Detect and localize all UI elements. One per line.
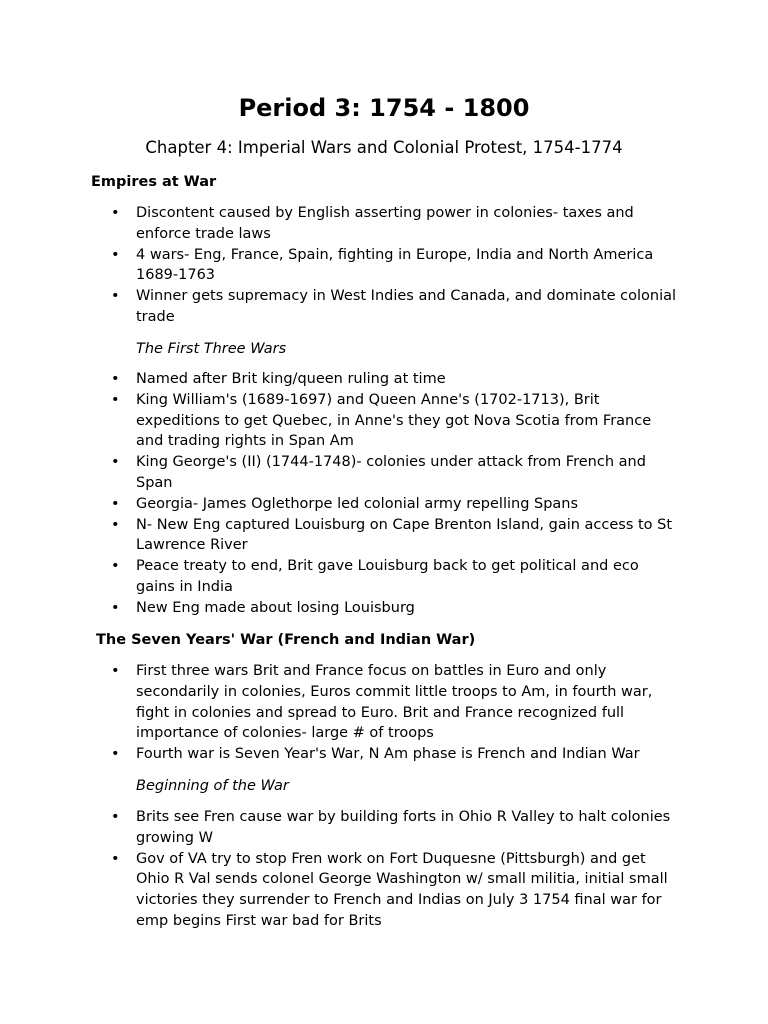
- list-item: [0, 369, 681, 390]
- bullet-icon: •: [111, 516, 120, 533]
- bullet-icon: •: [111, 391, 120, 408]
- list-item: [0, 598, 681, 619]
- section-heading-seven-years-war: The Seven Years' War (French and Indian War): [96, 632, 476, 648]
- bullet-icon: •: [111, 454, 120, 471]
- list-item: [0, 515, 681, 557]
- list-item-text: First three wars Brit and France focus on battles in Euro and only secondarily in colonies, Euros commit little troops to Am, in fourth war, fight in colonies and spread to Euro. Brit and France recognized full importance of colonies- large # of troops: [136, 663, 653, 742]
- list-item: [0, 661, 681, 744]
- list-item-text: Gov of VA try to stop Fren work on Fort Duquesne (Pittsburgh) and get Ohio R Val sends colonel George Washington w/ small militia, initial small victories they surrender to French and Indias on July 3 1754 final war for emp begins First war bad for Brits: [136, 850, 668, 929]
- chapter-subtitle: Chapter 4: Imperial Wars and Colonial Protest, 1754-1774: [145, 138, 623, 157]
- bullet-list-seven-years-war: [0, 661, 768, 765]
- list-item: [0, 556, 681, 598]
- list-item-text: Winner gets supremacy in West Indies and Canada, and dominate colonial trade: [136, 288, 677, 325]
- list-item: [0, 286, 681, 328]
- list-item: [0, 807, 681, 849]
- subheading-first-three-wars: The First Three Wars: [136, 341, 287, 357]
- list-item-text: Discontent caused by English asserting power in colonies- taxes and enforce trade laws: [136, 205, 634, 242]
- bullet-list-first-three-wars: [0, 369, 768, 619]
- page-title: Period 3: 1754 - 1800: [238, 94, 530, 122]
- list-item-text: Named after Brit king/queen ruling at time: [136, 371, 446, 387]
- list-item-text: King William's (1689-1697) and Queen Anne's (1702-1713), Brit expeditions to get Quebec, in Anne's they got Nova Scotia from France and trading rights in Span Am: [136, 391, 652, 450]
- bullet-icon: •: [111, 246, 120, 263]
- section-heading-empires-at-war: Empires at War: [91, 174, 217, 190]
- bullet-icon: •: [111, 495, 120, 512]
- list-item-text: New Eng made about losing Louisburg: [136, 599, 415, 616]
- bullet-list-empires-at-war: [0, 203, 768, 328]
- list-item: [0, 203, 681, 245]
- list-item-text: Brits see Fren cause war by building forts in Ohio R Valley to halt colonies growing W: [136, 809, 671, 846]
- list-item-text: Peace treaty to end, Brit gave Louisburg back to get political and eco gains in India: [136, 558, 639, 595]
- bullet-icon: •: [111, 746, 120, 763]
- bullet-icon: •: [111, 663, 120, 679]
- list-item: [0, 744, 681, 765]
- list-item-text: King George's (II) (1744-1748)- colonies under attack from French and Span: [136, 454, 646, 491]
- bullet-list-beginning-of-the-war: [0, 807, 768, 932]
- list-item-text: N- New Eng captured Louisburg on Cape Brenton Island, gain access to St Lawrence River: [136, 516, 673, 554]
- list-item: [0, 245, 681, 287]
- bullet-icon: •: [111, 558, 120, 575]
- bullet-icon: •: [111, 850, 120, 867]
- list-item: [0, 494, 681, 515]
- list-item: [0, 390, 681, 452]
- subheading-beginning-of-the-war: Beginning of the War: [136, 778, 289, 794]
- list-item: [0, 849, 681, 932]
- bullet-icon: •: [111, 809, 120, 825]
- list-item-text: 4 wars- Eng, France, Spain, fighting in Europe, India and North America 1689-1763: [136, 246, 654, 284]
- list-item: [0, 452, 681, 494]
- bullet-icon: •: [111, 205, 120, 221]
- list-item-text: Fourth war is Seven Year's War, N Am phase is French and Indian War: [136, 746, 640, 763]
- list-item-text: Georgia- James Oglethorpe led colonial army repelling Spans: [136, 495, 579, 512]
- bullet-icon: •: [111, 599, 120, 616]
- bullet-icon: •: [111, 288, 120, 305]
- bullet-icon: •: [111, 371, 120, 387]
